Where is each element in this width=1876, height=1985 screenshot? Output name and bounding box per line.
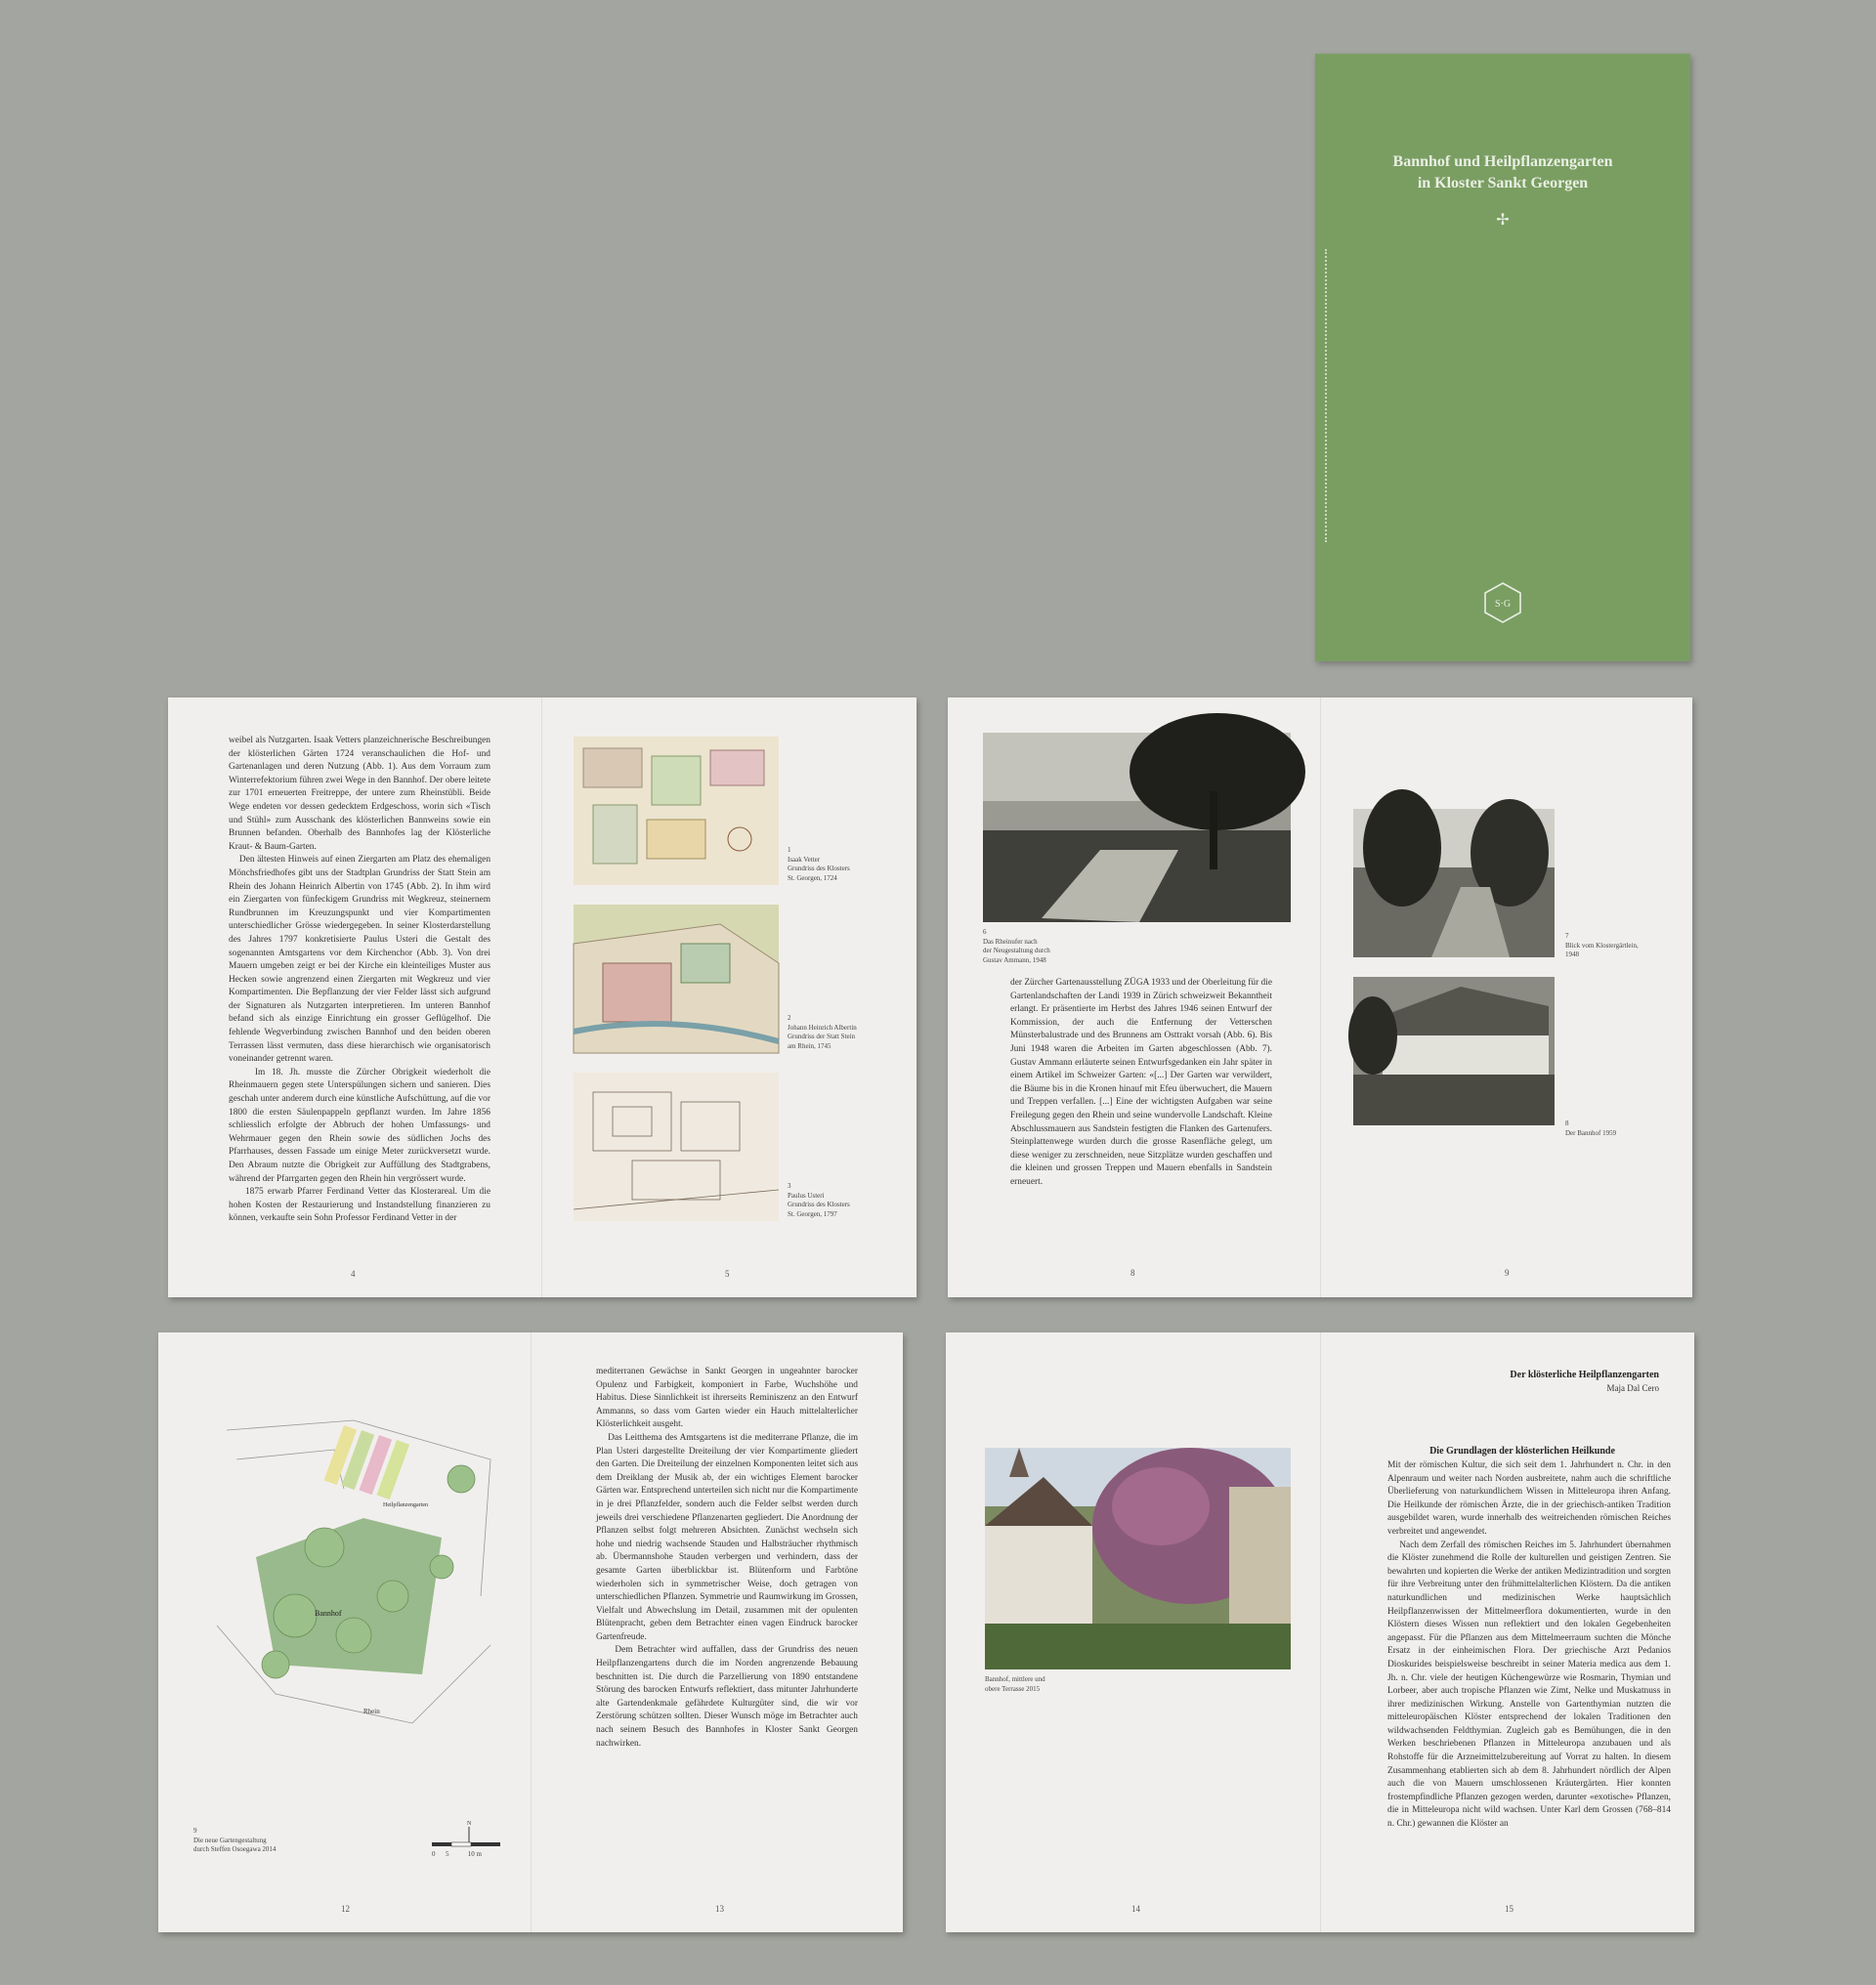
- plan-image-1: [574, 737, 779, 885]
- plan-label-rhein: Rhein: [363, 1708, 380, 1715]
- page-number-8: 8: [1130, 1268, 1135, 1278]
- scale-bar-labels: 0 5 10 m: [432, 1850, 482, 1858]
- page-number-14: 14: [1131, 1904, 1140, 1914]
- caption-1: 1 Isaak Vetter Grundriss des Klosters St. Georgen, 1724: [788, 846, 850, 882]
- photo-bannhof-terrasse: [985, 1448, 1291, 1669]
- herb-garden-beds: [323, 1425, 409, 1499]
- plan-image-3: [574, 1073, 779, 1221]
- photo-klostergaertlein: [1353, 809, 1555, 957]
- page-number-12: 12: [341, 1904, 350, 1914]
- page-number-15: 15: [1505, 1904, 1514, 1914]
- page-number-9: 9: [1505, 1268, 1510, 1278]
- spread-pages-8-9: [948, 697, 1692, 1297]
- page-4-text: weibel als Nutzgarten. Isaak Vetters planzeichnerische Beschreibungen der klösterlichen Gärten 1724 veranschaulichen die Hof- und Gartenanlagen und deren Nutzung (Abb. 1). Aus dem Vorraum zum Winterrefektorium führen zwei Wege in den Bannhof. Der obere leitete zur 1701 erneuerten Freitreppe, der untere zum Rheinstübli. Beide Wege endeten vor dessen gedecktem Erdgeschoss, worin sich «Tisch und Stühl» zum Ausschank des klösterlichen Bannweins sowie ein Brunnen befanden. Oberhalb des Bannhofes lag der Klösterliche Kraut- & Baum-Garten. Den ältesten Hinweis auf einen Ziergarten am Platz des ehemaligen Mönchsfriedhofes gibt uns der Stadtplan Grundriss der Statt Stein am Rhein des Johann Heinrich Albertin von 1745 (Abb. 2). In ihm wird ein Ziergarten von fünfeckigem Grundriss mit Wegkreuz, steinernem Rundbrunnen im Kreuzungspunkt und vier Kompartimenten unterschiedlicher Grösse wiedergegeben. In seiner Klosterdarstellung des Jahres 1797 konkretisierte Paulus Usteri die Gestalt des sogenannten Amtsgartens vor dem Kirchenchor (Abb. 3). Von drei Mauern umgeben zeigt er bei der Kirche ein kleinteiliges Muster aus Hecken sowie angrenzend einen Ziergarten mit Wegkreuz und vier Kompartimenten. Die Bepflanzung der vier Felder lässt sich aufgrund der Signaturen als Nutzgarten interpretieren. Im unteren Bannhof befand sich als einzige Einrichtung ein grosser Geflügelhof. Die fehlende Wegverbindung zwischen Bannhof und den beiden oberen Terrassen lässt vermuten, dass diese hierarchisch wie organisatorisch voneinander getrennt waren. Im 18. Jh. musste die Zürcher Obrigkeit wiederholt die Rheinmauern gegen stete Unterspülungen sichern und sanieren. Dies geschah unter anderem durch eine künstliche Aufschüttung, auf die vor 1800 die ersten Säulenpappeln gepflanzt wurden. Im Jahre 1856 schliesslich erfolgte der Abbruch der hohen Umfassungs- und Wehrmauer gegen den Rhein sowie des südlichen Jochs des Pfarrhauses, dessen Fassade um einige Meter zurückversetzt wurde. Den Abraum nutzte die Obrigkeit zur Auffüllung des Stadtgrabens, während der Pfarrgarten gegen den Rhein hin vergrössert wurde. 1875 erwarb Pfarrer Ferdinand Vetter das Klosterareal. Um die hohen Kosten der Restaurierung und Instandstellung finanzieren zu können, verkaufte sein Sohn Professor Ferdinand Vetter in der: [229, 736, 491, 1224]
- ornament-icon: ✢: [1496, 212, 1510, 229]
- page-number-4: 4: [351, 1269, 356, 1279]
- caption-9: 9 Die neue Gartengestaltung durch Steffen Osoegawa 2014: [193, 1827, 277, 1853]
- cover-title-line2: in Kloster Sankt Georgen: [1417, 175, 1589, 191]
- page-8-text: der Zürcher Gartenausstellung ZÜGA 1933 und der Oberleitung für die Gartenlandschaften der Landi 1939 in Zürich schweizweit Bekanntheit erlangt. Er präsentierte im Herbst des Jahres 1946 seinen Entwurf der Kommission, der auch die Entfernung der Vetterschen Münsterbalustrade und des Brunnens am Osttrakt vorsah (Abb. 6). Bis Juni 1948 waren die Arbeiten im Garten abgeschlossen (Abb. 7). Gustav Ammann erläuterte seinen Entwurfsgedanken ein Jahr später in einem Artikel im Schweizer Garten: «[...] Der Garten war verwildert, die Bäume bis in die Kronen hinauf mit Efeu überwuchert, die Mauern und Treppen verfallen. [...] Eine der wichtigsten Aufgaben war seine Freilegung gegen den Rhein und seine wundervolle Landschaft. Kleine Abschlussmauern aus Sandstein festigten die Flanken des Gartenufers. Steinplattenwege wurden durch die grosse Rasenfläche gelegt, um diese weniger zu zerschneiden, neue Sitzplätze wurden geschaffen und die kleinen und grossen Treppen und Mauern ebenfalls in Sandstein erneuert.: [1010, 978, 1275, 1187]
- spread-pages-12-13: [158, 1332, 903, 1932]
- garden-plan: [217, 1401, 500, 1733]
- booklet-cover: [1315, 54, 1690, 661]
- photo-caption: Bannhof, mittlere und obere Terrasse 2015: [985, 1675, 1045, 1693]
- page-13-text: mediterranen Gewächse in Sankt Georgen in ungeahnter barocker Opulenz und Farbigkeit, komponiert in Farbe, Wuchshöhe und Habitus. Diese Sinnlichkeit ist ihrerseits Reminiszenz an den Entwurf Ammanns, so dass vom Garten wieder ein Hauch mittelalterlicher Klösterlichkeit ausgeht. Das Leitthema des Amtsgartens ist die mediterrane Pflanze, die im Plan Usteri dargestellte Dreiteilung der vier Kompartimente gliedert den Garten. Die Dreiteilung der einzelnen Komponenten leitet sich aus dem Dreiklang der Musik ab, der ein wichtiges Element barocker Gärten war. Entsprechend unterteilen sich nicht nur die Kompartimente in je drei Pflanzfelder, sondern auch die Felder selbst werden durch jeweils drei verschiedene Pflanzenarten gegliedert. Die Anordnung der Pflanzen selbst folgt mehreren Absichten. Zunächst wechseln sich hohe und niedrig wachsende Stauden und Halbsträucher rhythmisch ab. Übermannshohe Stauden verbergen und verhindern, dass der gesamte Garten überblickbar ist. Blütenform und Farbtöne wiederholen sich in symmetrischer Weise, doch getragen von unterschiedlichen Pflanzen. Symmetrie und Raumwirkung im Grossen, Vielfalt und Abwechslung im Detail, zusammen mit der opulenten Blütenpracht, geben dem Betrachter einen vagen Eindruck barocker Gartenfreude. Dem Betrachter wird auffallen, dass der Grundriss des neuen Heilpflanzengartens durch die im Norden angrenzende Bebauung beschnitten ist. Die durch die Parzellierung von 1890 entstandene Störung des barocken Entwurfs reflektiert, dass mitunter Jahrhunderte alte Gartendenkmale gefährdete Kulturgüter sind, die wir vor Zerstörung schützen sollten. Dieser Wunsch möge im Betrachter auch nach seinem Besuch des Bannhofes in Kloster Sankt Georgen nachwirken.: [596, 1367, 859, 1749]
- caption-3: 3 Paulus Usteri Grundriss des Klosters St. Georgen, 1797: [788, 1182, 850, 1218]
- plan-image-2: [574, 905, 779, 1053]
- plan-label-garden: Heilpflanzengarten: [383, 1502, 428, 1508]
- photo-rheinufer: [983, 733, 1291, 922]
- caption-7: 7 Blick vom Klostergärtlein, 1948: [1565, 932, 1639, 958]
- north-label: N: [467, 1821, 472, 1827]
- chapter-title: Der klösterliche Heilpflanzengarten: [1510, 1370, 1659, 1380]
- cover-title: [1335, 151, 1671, 194]
- cover-title-line1: Bannhof und Heilpflanzengarten: [1392, 153, 1613, 170]
- sg-logo-icon: [1483, 581, 1522, 624]
- logo-text: S·G: [1494, 599, 1512, 610]
- caption-8: 8 Der Bannhof 1959: [1565, 1119, 1617, 1137]
- caption-6: 6 Das Rheinufer nach der Neugestaltung durch Gustav Ammann, 1948: [983, 928, 1050, 964]
- page-number-13: 13: [715, 1904, 724, 1914]
- photo-bannhof-1959: [1353, 977, 1555, 1125]
- caption-2: 2 Johann Heinrich Albertin Grundriss der Statt Stein am Rhein, 1745: [788, 1014, 857, 1050]
- chapter-author: Maja Dal Cero: [1606, 1383, 1659, 1393]
- binding-stitch: [1325, 249, 1327, 542]
- section-title: Die Grundlagen der klösterlichen Heilkunde: [1429, 1446, 1615, 1457]
- page-number-5: 5: [725, 1269, 730, 1279]
- spread-pages-14-15: [946, 1332, 1694, 1932]
- plan-label-bannhof: Bannhof: [315, 1609, 342, 1618]
- spread-pages-4-5: [168, 697, 917, 1297]
- page-15-text: Mit der römischen Kultur, die sich seit dem 1. Jahrhundert n. Chr. in den Alpenraum und weiter nach Norden ausbreitete, nahm auch die schriftliche Überlieferung von naturkundlichem Wissen in Mitteleuropa ihren Anfang. Die Heilkunde der römischen Ärzte, die in der griechisch-antiken Tradition ausgebildet waren, wurde innerhalb des weitreichenden römischen Reiches verbreitet und angewendet. Nach dem Zerfall des römischen Reiches im 5. Jahrhundert übernahmen die Klöster zunehmend die Rolle der kulturellen und geistigen Zentren. Sie bewahrten und kopierten die Werke der antiken Medizintradition und sorgten für ihre Verbreitung unter den frühmittelalterlichen Klöstern. Da die antiken naturkundlichen und medizinischen Werke hauptsächlich Heilpflanzenwissen der Mittelmeerflora dokumentierten, wurde in den Klöstern dieses Wissen nun reflektiert und den lokalen Gegebenheiten angepasst. Für die Pflanzen aus dem Mittelmeerraum suchten die Mönche Ersatz in der einheimischen Flora. Der griechische Arzt Pedanios Dioskurides beispielsweise beschreibt in seiner Materia medica aus dem 1. Jh. n. Chr. viele der heutigen Küchengewürze wie Rosmarin, Thymian und Lorbeer, aber auch tropische Pflanzen wie Zimt, Nelke und Muskatnuss in ihrer medizinischen Wirkung. Anstelle von Gartenthymian nutzten die mitteleuropäischen Klöster entsprechend der lokalen Traditionen den wildwachsenden Feldthymian. Zugleich gab es Bemühungen, die in den Werken beschriebenen Pflanzen in Mitteleuropa anzubauen und als Rohstoffe für die Arzneimittelzubereitung auf Vorrat zu halten. In diesem Zusammenhang etablierten sich ab dem 8. Jahrhundert nördlich der Alpen auch die von Mauern umschlossenen Kräutergärten. Hier konnten frostempfindliche Pflanzen gezogen werden, darunter «exotische» Pflanzen, die in Mitteleuropa nicht wild wachsen. Unter Karl dem Grossen (768–814 n. Chr.) gewannen die Klöster an: [1387, 1460, 1672, 1830]
